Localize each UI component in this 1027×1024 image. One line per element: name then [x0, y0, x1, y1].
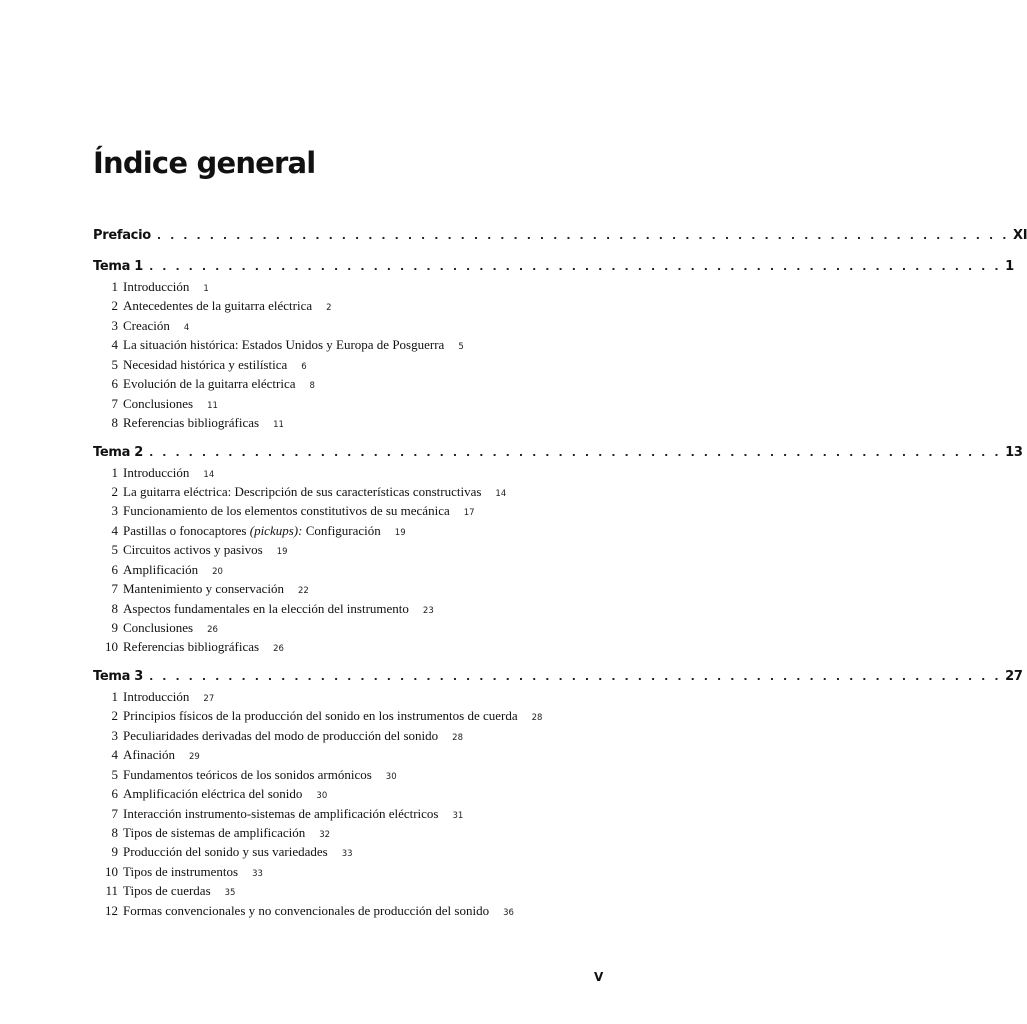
entry-page: 4 — [183, 322, 190, 333]
toc-heading-tema-3[interactable] — [93, 667, 1023, 687]
entry-title: Referencias bibliográficas — [123, 415, 260, 431]
entry-title-part: Pastillas o fonocaptores — [123, 522, 250, 538]
entry-title: Referencias bibliográficas — [123, 639, 260, 655]
toc-entry[interactable] — [93, 579, 605, 598]
toc-heading-page: 27 — [1005, 668, 1023, 684]
entry-title: Introducción — [123, 279, 190, 294]
toc-entry[interactable] — [93, 765, 605, 784]
entry-title: La guitarra eléctrica: Descripción de sus características constructivas — [123, 483, 482, 499]
entry-page: 8 — [309, 381, 315, 392]
toc-entry[interactable] — [93, 745, 605, 764]
entry-page: 27 — [203, 693, 215, 704]
toc-entry[interactable] — [93, 540, 605, 559]
toc-heading-tema-2[interactable] — [93, 443, 1023, 463]
entry-number: 11 — [105, 883, 118, 899]
toc-entry[interactable] — [93, 355, 605, 374]
toc-entry[interactable] — [93, 901, 605, 920]
toc-entry[interactable] — [93, 335, 605, 354]
entry-number: 6 — [111, 561, 118, 577]
toc-heading-page: 1 — [1005, 259, 1014, 274]
entry-title: Aspectos fundamentales en la elección del instrumento — [123, 600, 409, 616]
entry-page: 5 — [458, 342, 464, 353]
entry-number: 3 — [111, 317, 118, 333]
toc-entry[interactable] — [93, 296, 605, 315]
entry-page: 29 — [188, 752, 200, 763]
toc-entry[interactable] — [93, 706, 605, 725]
entry-number: 4 — [111, 337, 118, 353]
entry-title: Tipos de instrumentos — [123, 863, 239, 879]
entry-title: Amplificación — [123, 561, 199, 577]
entry-title: Tipos de cuerdas — [123, 883, 211, 899]
entry-number: 6 — [111, 376, 118, 392]
entry-title: Amplificación eléctrica del sonido — [123, 786, 303, 802]
entry-number: 7 — [111, 581, 118, 597]
entry-title: Fundamentos teóricos de los sonidos armónicos — [123, 766, 372, 782]
entry-page: 33 — [252, 868, 263, 879]
entry-title: Conclusiones — [123, 620, 194, 635]
entry-number: 2 — [111, 708, 118, 724]
entry-number: 7 — [111, 395, 118, 411]
entry-number: 3 — [111, 503, 118, 519]
entry-page: 19 — [276, 547, 288, 558]
entry-number: 9 — [111, 620, 118, 635]
toc-heading-label: Tema 3 — [93, 668, 144, 684]
entry-page: 11 — [207, 400, 218, 411]
page-number: V — [594, 970, 604, 984]
entry-number: 8 — [111, 415, 118, 431]
entry-page: 30 — [385, 771, 397, 782]
dot-leader: . . . . . . . . . . . . . . . . . . . . . . . . . . . . . . . . . . . . . . . . . . . . . . . . . . . . . . . . . . . . . . . . . — [149, 260, 1002, 273]
entry-page: 26 — [273, 644, 284, 655]
entry-title: Peculiaridades derivadas del modo de producción del sonido — [123, 727, 439, 743]
toc-entry[interactable] — [93, 374, 605, 393]
entry-page: 14 — [203, 469, 215, 480]
table-of-contents — [93, 226, 1027, 920]
entry-page: 23 — [422, 605, 434, 616]
entry-title: Formas convencionales y no convencionales de producción del sonido — [123, 902, 490, 918]
toc-entry[interactable] — [93, 881, 605, 900]
entry-page: 31 — [452, 810, 464, 821]
entry-number: 5 — [111, 766, 118, 782]
toc-heading-page: XI — [1013, 228, 1027, 243]
entry-page: 2 — [326, 303, 332, 314]
entry-title: Tipos de sistemas de amplificación — [123, 824, 306, 840]
dot-leader: . . . . . . . . . . . . . . . . . . . . . . . . . . . . . . . . . . . . . . . . . . . . . . . . . . . . . . . . . . . . . . . . . — [149, 445, 1002, 459]
entry-title-part: Configuración — [302, 522, 381, 538]
toc-heading-page: 13 — [1005, 444, 1023, 460]
entry-number: 10 — [105, 863, 118, 879]
entry-number: 12 — [105, 902, 118, 918]
toc-entry[interactable] — [93, 521, 605, 540]
entry-number: 10 — [105, 639, 118, 655]
toc-entry[interactable] — [93, 687, 605, 706]
toc-entry[interactable] — [93, 560, 605, 579]
toc-heading-label: Prefacio — [93, 228, 151, 243]
entry-title: Interacción instrumento-sistemas de amplificación eléctricos — [123, 805, 439, 821]
page-title: Índice general — [93, 146, 316, 180]
toc-heading-label: Tema 2 — [93, 444, 144, 460]
entry-page: 17 — [463, 508, 475, 519]
dot-leader: . . . . . . . . . . . . . . . . . . . . . . . . . . . . . . . . . . . . . . . . . . . . . . . . . . . . . . . . . . . . . . . . . — [149, 669, 1002, 683]
toc-entry[interactable] — [93, 394, 605, 413]
entry-number: 7 — [111, 805, 118, 821]
toc-entry[interactable] — [93, 413, 605, 432]
entry-page: 32 — [319, 829, 331, 840]
toc-entry[interactable] — [93, 277, 605, 296]
entry-number: 2 — [111, 483, 118, 499]
entry-page: 22 — [298, 586, 309, 597]
entry-number: 1 — [111, 688, 118, 704]
entry-title: Evolución de la guitarra eléctrica — [123, 376, 296, 392]
entry-number: 6 — [111, 786, 118, 802]
entry-title: Antecedentes de la guitarra eléctrica — [123, 298, 313, 314]
entry-title: Producción del sonido y sus variedades — [123, 844, 328, 860]
entry-number: 3 — [111, 727, 118, 743]
dot-leader: . . . . . . . . . . . . . . . . . . . . . . . . . . . . . . . . . . . . . . . . . . . . . . . . . . . . . . . . . . . . . . . . . — [156, 229, 1009, 242]
toc-entry[interactable] — [93, 784, 605, 803]
entry-page: 1 — [203, 284, 209, 294]
entry-title-italic: (pickups): — [249, 522, 303, 538]
entry-number: 1 — [111, 279, 118, 294]
toc-entry[interactable] — [93, 637, 605, 656]
entry-page: 36 — [503, 907, 514, 918]
toc-entry[interactable] — [93, 316, 605, 335]
entry-title: Conclusiones — [123, 395, 194, 411]
toc-entry[interactable] — [93, 501, 605, 520]
entry-title: Introducción — [123, 464, 190, 480]
entry-page: 30 — [316, 791, 328, 802]
entry-title: Introducción — [123, 688, 190, 704]
entry-title — [123, 521, 381, 540]
entry-title: Funcionamiento de los elementos constitutivos de su mecánica — [123, 503, 450, 519]
entry-number: 8 — [111, 600, 118, 616]
toc-entry[interactable] — [93, 823, 605, 842]
entry-title: Principios físicos de la producción del sonido en los instrumentos de cuerda — [123, 708, 518, 724]
entry-title: Mantenimiento y conservación — [123, 581, 285, 597]
toc-entry[interactable] — [93, 804, 605, 823]
entry-page: 26 — [207, 625, 218, 635]
entry-number: 2 — [111, 298, 118, 314]
toc-entry[interactable] — [93, 599, 605, 618]
toc-entry[interactable] — [93, 463, 605, 482]
entry-title: Creación — [123, 317, 170, 333]
entry-page: 11 — [273, 420, 284, 431]
entry-title: La situación histórica: Estados Unidos y Europa de Posguerra — [123, 337, 445, 353]
toc-heading-prefacio[interactable] — [93, 226, 1027, 246]
entry-page: 14 — [495, 488, 507, 499]
entry-page: 19 — [394, 527, 406, 538]
entry-page: 28 — [531, 713, 543, 724]
entry-number: 5 — [111, 542, 118, 558]
entry-number: 8 — [111, 824, 118, 840]
entry-page: 35 — [224, 888, 236, 899]
toc-entry[interactable] — [93, 618, 605, 637]
entry-page: 28 — [452, 732, 463, 743]
entry-title: Circuitos activos y pasivos — [123, 542, 263, 558]
toc-heading-label: Tema 1 — [93, 259, 144, 274]
entry-number: 4 — [111, 747, 118, 763]
entry-number: 5 — [111, 356, 118, 372]
toc-heading-tema-1[interactable] — [93, 257, 1014, 277]
toc-entry[interactable] — [93, 482, 605, 501]
entry-page: 20 — [212, 566, 223, 577]
toc-entry[interactable] — [93, 842, 605, 861]
entry-title: Necesidad histórica y estilística — [123, 356, 288, 372]
entry-number: 4 — [111, 522, 118, 538]
entry-title: Afinación — [123, 747, 175, 763]
entry-page: 6 — [301, 361, 307, 372]
entry-number: 9 — [111, 844, 118, 860]
entry-page: 33 — [341, 849, 353, 860]
entry-number: 1 — [111, 464, 118, 480]
